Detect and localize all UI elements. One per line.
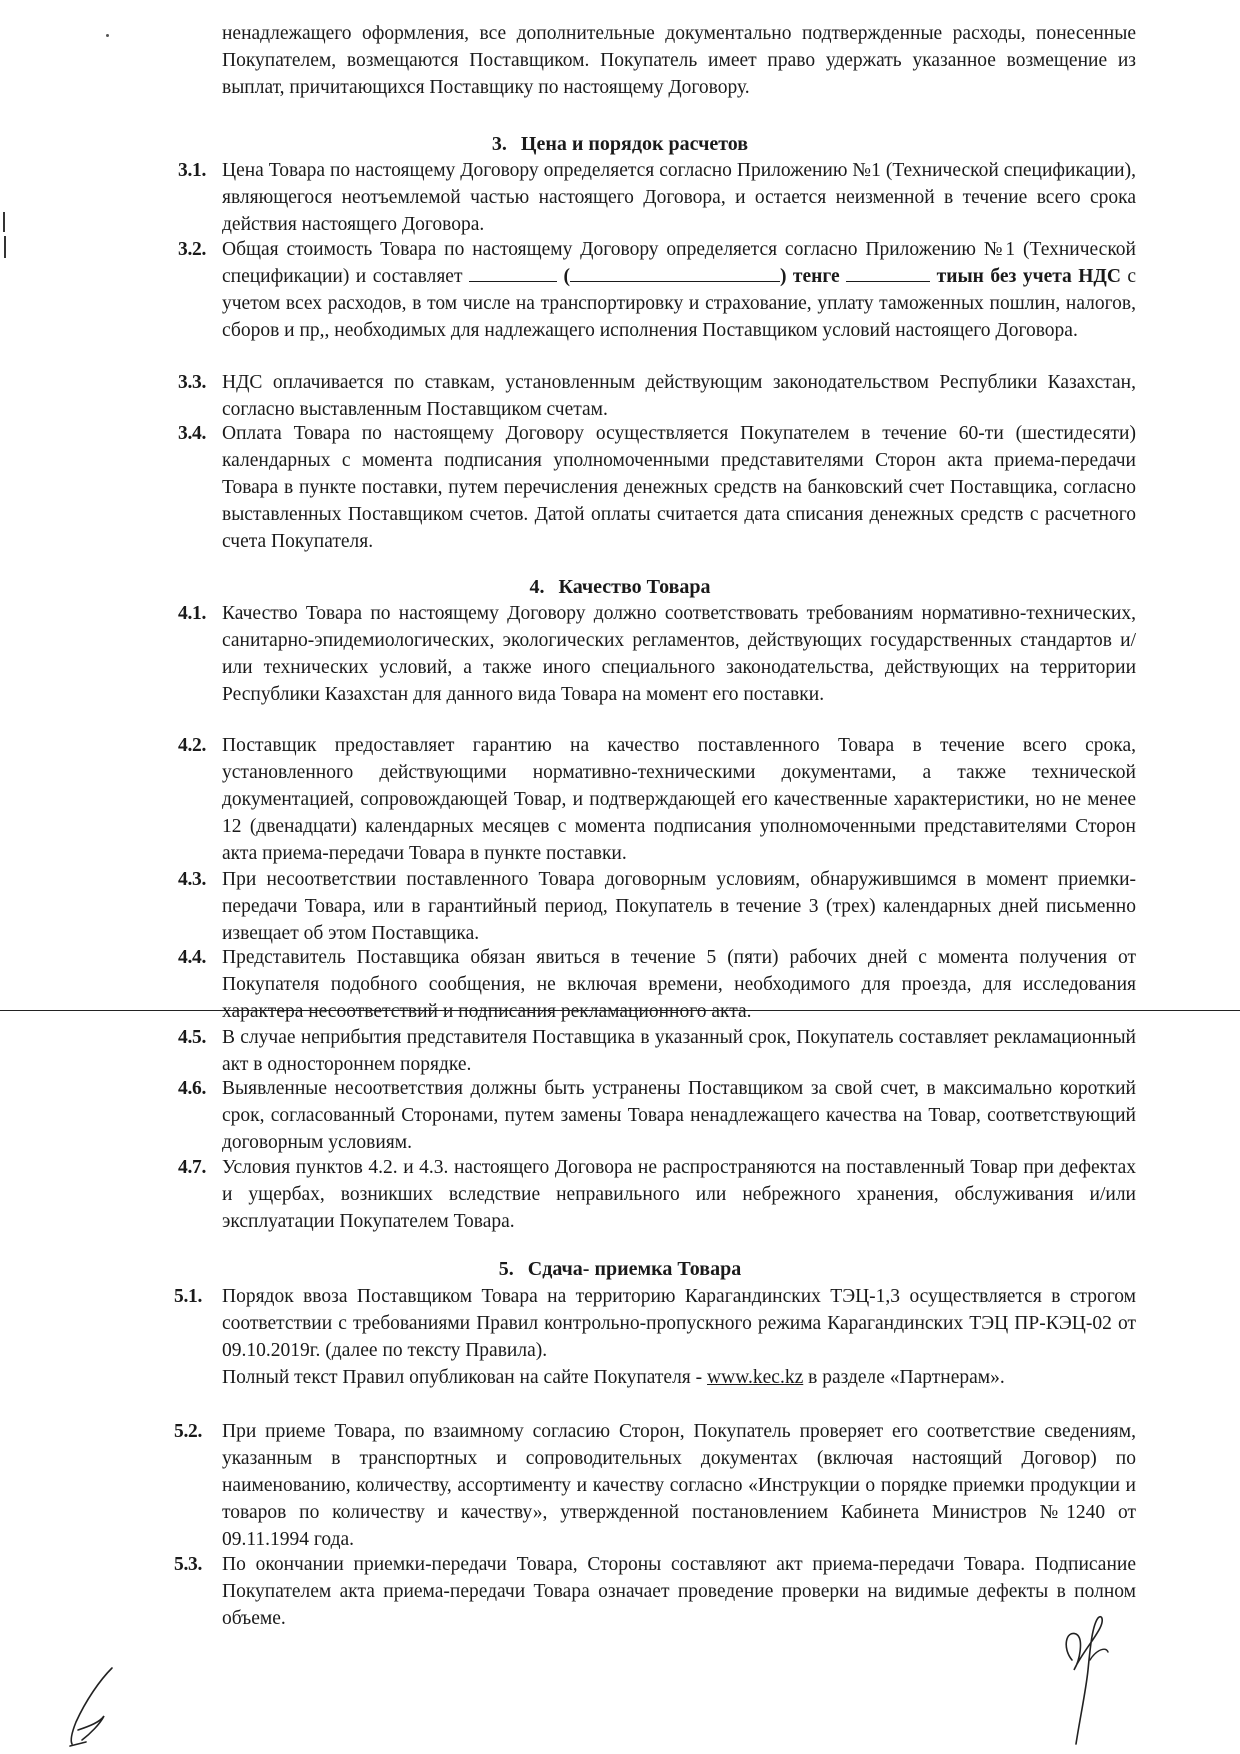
- tiyn-blank: [846, 263, 930, 282]
- margin-mark: [4, 236, 6, 258]
- clause-3-2: 3.2. Общая стоимость Товара по настоящему Договору определяется согласно Приложению №1 (Технической спецификации) и составляет ( ) тенге тиын без учета НДС с учетом всех расходов, в том числе на транспортировку и страхование, уплату таможенных пошлин, налогов, сборов и пр,, необходимых для надлежащего исполнения Поставщиком условий настоящего Договора.: [178, 239, 1137, 341]
- clause-4-6: 4.6. Выявленные несоответствия должны быть устранены Поставщиком за свой счет, в максимально короткий срок, согласованный Сторонами, путем замены Товара ненадлежащего качества на Товар, соответствующий договорным условиям.: [178, 1078, 1136, 1153]
- section-heading: 4. Качество Товара: [529, 576, 711, 598]
- clause-5-2: 5.2. При приеме Товара, по взаимному согласию Сторон, Покупатель проверяет его соответствие сведениям, указанным в транспортных и сопроводительных документах (включая настоящий Договор) по наименованию, количеству, ассортименту и качеству согласно «Инструкции о порядке приемки продукции и товаров по количеству и качеству», утвержденной постановлением Кабинета Министров №1240 от 09.11.1994 года.: [174, 1421, 1136, 1550]
- clause-3-3: 3.3. НДС оплачивается по ставкам, установленным действующим законодательством Республики Казахстан, согласно выставленным Поставщиком счетам.: [178, 372, 1136, 420]
- scan-speck: [106, 34, 109, 37]
- amount-blank: [469, 263, 557, 282]
- clause-4-3: 4.3. При несоответствии поставленного Товара договорным условиям, обнаружившимся в момент приемки-передачи Товара, или в гарантийный период, Покупатель в течение 3 (трех) календарных дней письменно извещает об этом Поставщика.: [178, 869, 1136, 944]
- margin-mark: [3, 212, 5, 232]
- signature-mark-right-icon: [1050, 1600, 1130, 1750]
- clause-4-4: 4.4. Представитель Поставщика обязан явиться в течение 5 (пяти) рабочих дней с момента получения от Покупателя подобного сообщения, не включая времени, необходимого для проезда, для исследования характера несоответствий и подписания рекламационного акта.: [178, 947, 1136, 1022]
- amount-words-blank: [570, 263, 780, 282]
- clause-4-2: 4.2. Поставщик предоставляет гарантию на качество поставленного Товара в течение всего срока, установленного действующими нормативно-техническими документами, а также технической документацией, сопровождающей Товар, и подтверждающей его качественные характеристики, но не менее 12 (двенадцати) календарных месяцев с момента подписания уполномоченными представителями Сторон акта приема-передачи Товара в пункте поставки.: [178, 735, 1136, 864]
- clause-4-5: 4.5. В случае неприбытия представителя Поставщика в указанный срок, Покупатель составляет рекламационный акт в одностороннем порядке.: [178, 1027, 1136, 1075]
- clause-3-4: 3.4. Оплата Товара по настоящему Договору осуществляется Покупателем в течение 60-ти (шестидесяти) календарных с момента подписания уполномоченными представителями Сторон акта приема-передачи Товара в пункте поставки, путем перечисления денежных средств на банковский счет Поставщика, согласно выставленных Поставщиком счетов. Датой оплаты считается дата списания денежных средств с расчетного счета Покупателя.: [178, 423, 1136, 552]
- clause-5-3: 5.3. По окончании приемки-передачи Товара, Стороны составляют акт приема-передачи Товара. Подписание Покупателем акта приема-передачи Товара означает проведение проверки на видимые дефекты в полном объеме.: [174, 1554, 1136, 1629]
- section-heading: 5. Сдача- приемка Товара: [498, 1258, 742, 1280]
- clause-5-1: 5.1. Порядок ввоза Поставщиком Товара на территорию Карагандинских ТЭЦ-1,3 осуществляется в строгом соответствии с требованиями Правил контрольно-пропускного режима Карагандинских ТЭЦ ПР-КЭЦ-02 от 09.10.2019г. (далее по тексту Правила). Полный текст Правил опубликован на сайте Покупателя - www.kec.kz в разделе «Партнерам».: [174, 1286, 1136, 1388]
- section-heading: 3. Цена и порядок расчетов: [491, 133, 749, 155]
- intro-paragraph: ненадлежащего оформления, все дополнительные документально подтвержденные расходы, понесенные Покупателем, возмещаются Поставщиком. Покупатель имеет право удержать указанное возмещение из выплат, причитающихся Поставщику по настоящему Договору.: [222, 23, 1136, 98]
- clause-4-7: 4.7. Условия пунктов 4.2. и 4.3. настоящего Договора не распространяются на поставленный Товар при дефектах и ущербах, возникших вследствие неправильного или небрежного хранения, обслуживания и/или эксплуатации Покупателем Товара.: [178, 1157, 1136, 1232]
- strike-through-line: [0, 1010, 1240, 1011]
- signature-mark-left-icon: [60, 1660, 150, 1750]
- website-link[interactable]: www.kec.kz: [707, 1367, 804, 1388]
- clause-3-1: 3.1. Цена Товара по настоящему Договору определяется согласно Приложению №1 (Технической спецификации), являющегося неотъемлемой частью настоящего Договора, и остается неизменной в течение всего срока действия настоящего Договора.: [178, 160, 1136, 235]
- clause-4-1: 4.1. Качество Товара по настоящему Договору должно соответствовать требованиям нормативно-технических, санитарно-эпидемиологических, экологических регламентов, действующих государственных стандартов и/или технических условий, а также иного специального законодательства, действующих на территории Республики Казахстан для данного вида Товара на момент его поставки.: [178, 603, 1136, 705]
